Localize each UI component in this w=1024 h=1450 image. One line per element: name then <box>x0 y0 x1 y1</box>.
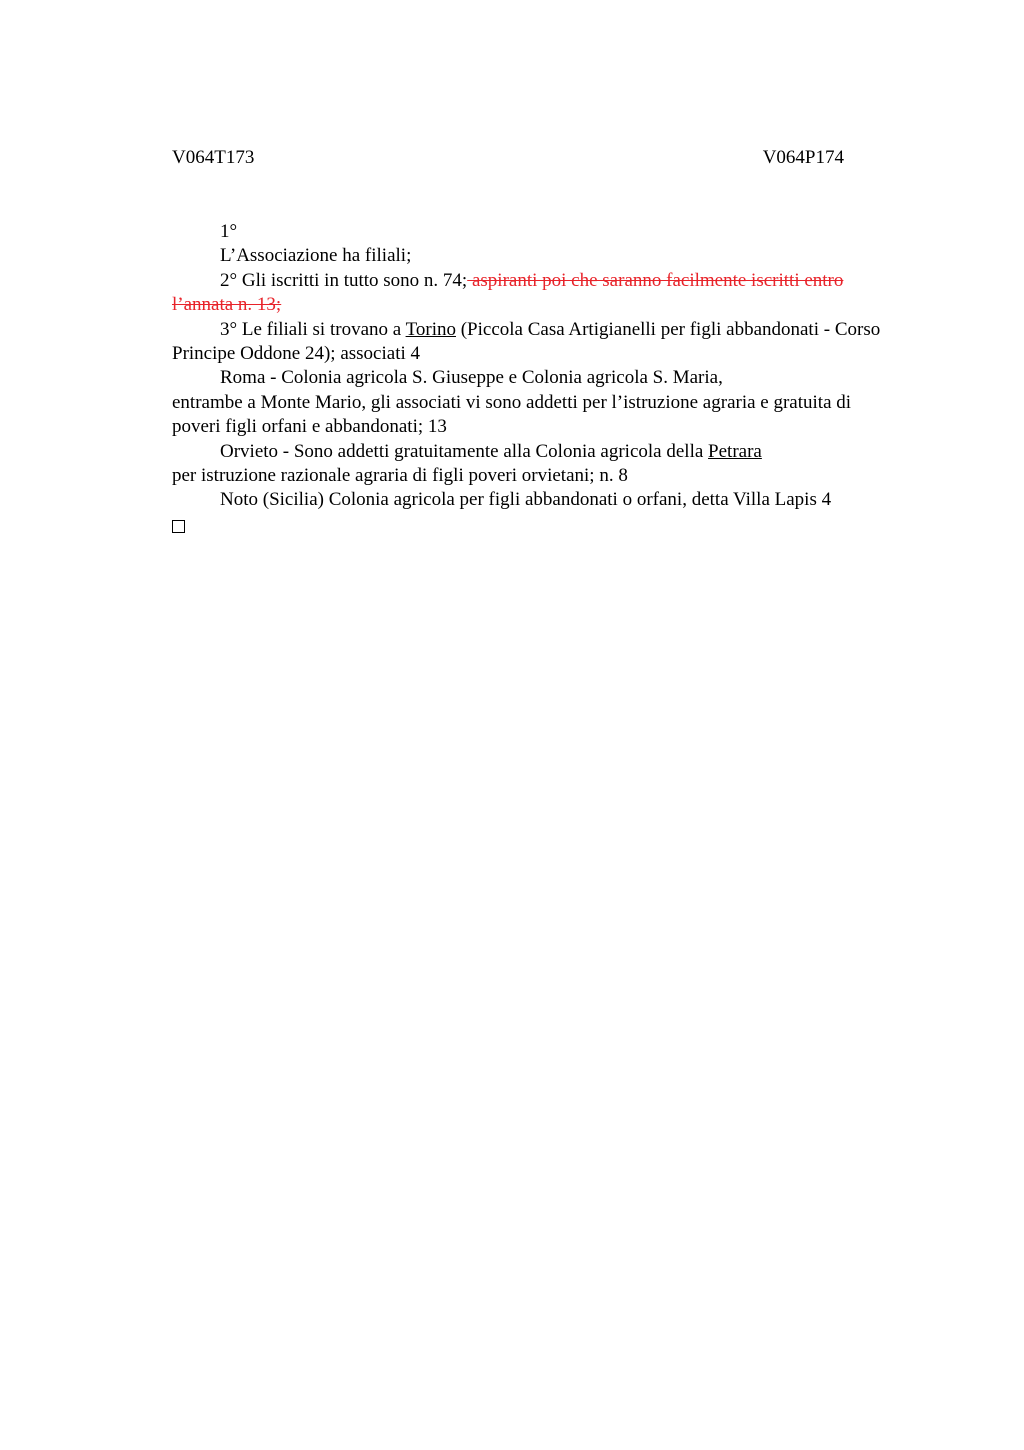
paragraph-text: entrambe a Monte Mario, gli associati vi sono addetti per l’istruzione agraria e gratuita di poveri figli orfani e abbandonati; 13 <box>172 391 852 438</box>
paragraph-text: per istruzione razionale agraria di figli poveri orvietani; n. 8 <box>172 465 628 487</box>
paragraph-text: (Piccola Casa Artigianelli per figli abbandonati - Corso Principe Oddone 24); associati 4 <box>172 318 881 365</box>
paragraph-4-continuation <box>172 391 892 440</box>
box-line <box>172 513 892 537</box>
paragraph-6 <box>172 488 892 512</box>
empty-box-icon <box>172 520 185 533</box>
underlined-place-petrara: Petrara <box>708 440 762 462</box>
paragraph-text: L’Associazione ha filiali; <box>220 245 412 267</box>
header-right-code: V064P174 <box>762 147 844 168</box>
paragraph-3 <box>172 318 892 367</box>
header-left-code: V064T173 <box>172 147 255 168</box>
deleted-text: aspiranti poi che saranno facilmente iscritti entro l’annata n. 13; <box>172 269 844 316</box>
paragraph-text: Orvieto - Sono addetti gratuitamente alla Colonia agricola della <box>220 440 709 462</box>
paragraph-text: 2° Gli iscritti in tutto sono n. 74; <box>220 269 468 291</box>
paragraph-5-continuation <box>172 464 892 488</box>
paragraph-1-number <box>172 220 892 244</box>
paragraph-2 <box>172 269 892 318</box>
paragraph-text: Noto (Sicilia) Colonia agricola per figli abbandonati o orfani, detta Villa Lapis 4 <box>220 489 832 511</box>
paragraph-1 <box>172 244 892 268</box>
paragraph-5-first-line <box>172 440 892 464</box>
document-body <box>172 220 892 537</box>
underlined-place-torino: Torino <box>405 318 456 340</box>
paragraph-4-first-line <box>172 366 892 390</box>
item-number: 1° <box>220 221 238 242</box>
page-header <box>172 146 844 172</box>
paragraph-text: Roma - Colonia agricola S. Giuseppe e Colonia agricola S. Maria, <box>220 367 723 389</box>
paragraph-text: 3° Le filiali si trovano a <box>220 318 406 340</box>
